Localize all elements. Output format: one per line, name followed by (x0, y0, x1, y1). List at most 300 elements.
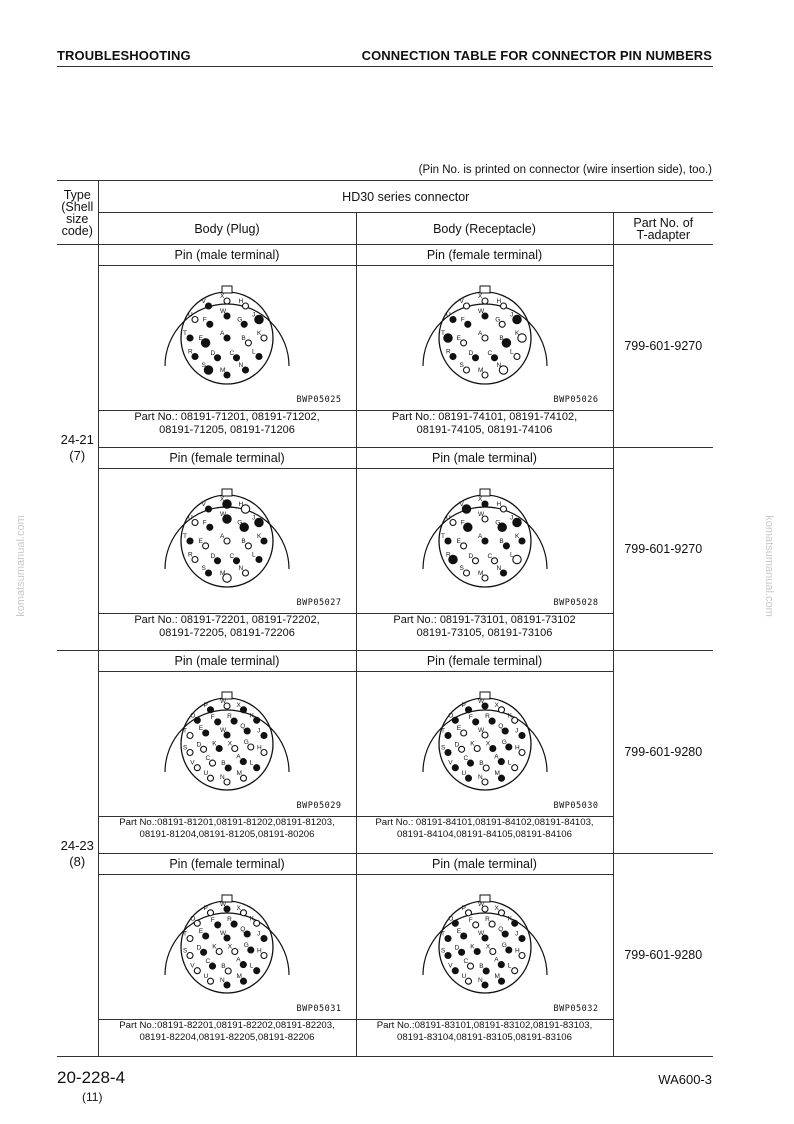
pin-letter: A (493, 753, 499, 761)
plug-part-no (98, 817, 356, 854)
pin-letter: T (440, 330, 445, 337)
pin (465, 775, 471, 781)
pin (450, 354, 456, 360)
pin-letter: T (440, 533, 445, 540)
pin-letter: L (507, 962, 511, 970)
pin-letter: V (190, 759, 195, 767)
pin-letter: A (477, 330, 482, 337)
connector-key (480, 489, 490, 496)
figure-code: BWP05029 (296, 801, 342, 811)
pin (512, 315, 520, 323)
pin (232, 746, 238, 752)
pin-letter: S (201, 362, 206, 369)
pin (500, 303, 506, 309)
pin (512, 555, 520, 563)
pin-letter: X (494, 701, 499, 709)
pin-letter: M (494, 973, 500, 981)
receptacle-pin-label: Pin (female terminal) (356, 245, 613, 266)
pin-letter: X (236, 904, 241, 912)
header-section-title: TROUBLESHOOTING (57, 48, 191, 63)
connector-diagram (127, 266, 327, 404)
part-no-line: Part No.: 08191-84101,08191-84102,08191-84103, (375, 817, 594, 828)
connector-diagram (385, 266, 585, 404)
pin-letter: R (227, 916, 232, 924)
header-line: Part No. of (633, 215, 694, 230)
pin-letter: K (212, 740, 217, 748)
pin (245, 340, 251, 346)
pin-letter: G (501, 942, 507, 949)
pin-label-row (57, 448, 713, 469)
diagram-wrap (357, 672, 613, 816)
diagram-wrap (99, 266, 356, 410)
pin (472, 355, 478, 361)
pin (241, 707, 247, 713)
plug-diagram-cell (98, 875, 356, 1020)
pin-letter: U (461, 770, 466, 778)
tadapter-part-no: 799-601-9280 (613, 854, 713, 1057)
pin-letter: N (496, 565, 501, 572)
header-line: (Shell (61, 199, 94, 214)
pin (241, 910, 247, 916)
pin-letter: W (220, 901, 227, 908)
pin (261, 538, 267, 544)
receptacle-diagram-cell (356, 469, 613, 614)
pin-letter: M (220, 570, 226, 577)
receptacle-pin-label: Pin (male terminal) (356, 854, 613, 875)
pin-letter: V (201, 298, 206, 305)
pin (261, 953, 267, 959)
pin-letter: X (227, 740, 233, 748)
pin (208, 978, 214, 984)
pin-letter: X (485, 943, 490, 951)
pin (201, 949, 207, 955)
connector-diagram (385, 672, 585, 810)
pin-letter: N (220, 977, 225, 984)
pin-letter: P (203, 701, 208, 709)
header-line: code) (61, 223, 93, 238)
part-no-text (357, 614, 613, 650)
pin (460, 730, 466, 736)
pin (519, 733, 525, 739)
diagram-wrap (99, 672, 356, 816)
pin (261, 335, 267, 341)
pin (474, 746, 480, 752)
pin (472, 922, 478, 928)
pin-letter: K (212, 943, 217, 951)
part-no-line: 08191-81204,08191-81205,08191-80206 (139, 829, 315, 840)
pin-letter: H (496, 298, 501, 305)
pin (224, 298, 230, 304)
pin (491, 355, 497, 361)
pin-letter: L (249, 962, 254, 970)
diagram-wrap (99, 469, 356, 613)
pin-letter: E (198, 725, 204, 732)
connector-table (57, 180, 713, 1057)
type-code-line: (8) (69, 853, 86, 869)
pin-letter: S (459, 565, 464, 572)
pin (500, 506, 506, 512)
tadapter-part-no: 799-601-9270 (613, 448, 713, 651)
pin-letter: E (456, 537, 461, 545)
pin (460, 933, 466, 939)
pin-letter: X (236, 701, 241, 709)
receptacle-pin-label: Pin (male terminal) (356, 448, 613, 469)
pin-letter: R (188, 551, 193, 559)
part-no-line: 08191-71205, 08191-71206 (159, 424, 295, 436)
pin-letter: S (459, 362, 464, 369)
pin-letter: E (456, 725, 461, 732)
pin-letter: A (220, 533, 225, 540)
pin (465, 978, 471, 984)
pin (460, 340, 466, 346)
type-code-cell (57, 245, 98, 651)
figure-code: BWP05032 (553, 1004, 599, 1014)
pin (519, 953, 525, 959)
pin (187, 335, 193, 341)
pin-letter: D (210, 552, 216, 560)
pin-letter: J (509, 514, 513, 522)
part-no-line: Part No.: 08191-73101, 08191-73102 (393, 614, 576, 626)
pin (207, 321, 213, 327)
table-header-row (57, 181, 713, 213)
pin-letter: X (477, 496, 482, 503)
pin (512, 518, 520, 526)
pin (452, 765, 458, 771)
pin-letter: M (494, 770, 500, 778)
receptacle-pin-label: Pin (female terminal) (356, 651, 613, 672)
pin (482, 298, 488, 304)
pin (482, 779, 488, 785)
pin-letter: G (243, 739, 249, 746)
pin (482, 501, 488, 507)
pin-letter: D (210, 349, 216, 357)
pin-letter: S (183, 744, 188, 752)
pin-letter: V (447, 962, 453, 970)
pin-number-note: (Pin No. is printed on connector (wire insertion side), too.) (418, 164, 712, 176)
pin (472, 558, 478, 564)
pin-label-row (57, 245, 713, 266)
pin-letter: H (238, 501, 244, 508)
receptacle-part-no (356, 1020, 613, 1057)
header-line: T-adapter (636, 227, 691, 242)
part-no-line: Part No.: 08191-71201, 08191-71202, (134, 411, 320, 423)
pin-letter: E (198, 537, 203, 545)
pin (187, 733, 193, 739)
pin (216, 949, 222, 955)
type-code-line: 24-23 (60, 837, 94, 853)
pin-letter: C (463, 755, 468, 763)
diagram-wrap (357, 266, 613, 410)
pin-letter: X (220, 293, 225, 300)
pin-letter: J (252, 514, 256, 522)
pin (216, 746, 222, 752)
connector-diagram (127, 469, 327, 607)
pin-letter: A (220, 330, 225, 337)
pin-letter: R (188, 348, 193, 356)
pin-letter: V (459, 298, 464, 305)
pin-letter: G (501, 739, 507, 746)
pin (503, 543, 509, 549)
receptacle-part-no (356, 614, 613, 651)
pin (511, 765, 517, 771)
pin (210, 760, 216, 766)
pin-letter: W (220, 308, 227, 315)
part-no-text (99, 411, 356, 447)
pin (483, 765, 489, 771)
part-no-line: 08191-83104,08191-83105,08191-83106 (397, 1032, 572, 1043)
pin (192, 557, 198, 563)
pin-letter: Q (240, 723, 246, 730)
receptacle-part-no (356, 411, 613, 448)
pin-letter: K (249, 712, 255, 720)
pin (519, 538, 525, 544)
pin (511, 920, 517, 926)
pin-letter: C (463, 958, 468, 966)
pin-letter: D (468, 552, 473, 560)
pin (254, 765, 260, 771)
pin-letter: O (190, 712, 196, 720)
pin (474, 949, 480, 955)
pin-letter: M (236, 770, 242, 778)
type-code-line: (7) (69, 447, 86, 463)
pin-letter: X (485, 740, 490, 748)
type-code-line: 24-21 (60, 431, 94, 447)
pin-letter: K (507, 712, 512, 720)
pin (187, 750, 193, 756)
pin-letter: F (468, 713, 473, 721)
pin-letter: J (514, 930, 518, 938)
pin (192, 317, 198, 323)
watermark-right: komatsumanual.com (762, 515, 775, 617)
pin-letter: P (461, 701, 466, 709)
pin (187, 538, 193, 544)
pin-letter: G (494, 519, 500, 527)
pin-letter: T (183, 533, 187, 540)
plug-part-no (98, 614, 356, 651)
pin-letter: L (509, 551, 514, 559)
pin (243, 570, 249, 576)
diagram-wrap (99, 875, 356, 1019)
pin (500, 570, 506, 576)
connector-key (222, 286, 232, 293)
watermark-left: komatsumanual.com (14, 515, 27, 617)
pin-letter: K (249, 915, 255, 923)
pin (207, 524, 213, 530)
pin-letter: L (252, 551, 256, 559)
pin (511, 717, 517, 723)
pin (465, 910, 471, 916)
header-line: Type (63, 187, 91, 202)
header-page-title: CONNECTION TABLE FOR CONNECTOR PIN NUMBERS (361, 48, 712, 63)
pin (224, 779, 230, 785)
pin-letter: M (477, 367, 483, 374)
pin (458, 949, 464, 955)
pin-letter: C (229, 552, 235, 560)
pin (445, 733, 451, 739)
pin-letter: J (257, 930, 261, 938)
part-no-line: 08191-72205, 08191-72206 (159, 627, 295, 639)
pin (232, 949, 238, 955)
pin (261, 936, 267, 942)
pin-letter: D (468, 349, 473, 357)
pin (464, 321, 470, 327)
pin (210, 963, 216, 969)
pin (519, 750, 525, 756)
plug-diagram-cell (98, 469, 356, 614)
pin-letter: D (454, 741, 459, 749)
pin-letter: E (456, 334, 461, 342)
pin-letter: U (203, 973, 209, 981)
type-code-cell (57, 651, 98, 1057)
pin-letter: V (201, 501, 206, 508)
figure-code: BWP05031 (296, 1004, 342, 1014)
pin-letter: R (484, 916, 490, 924)
pin (465, 707, 471, 713)
series-header: HD30 series connector (98, 181, 713, 213)
pin-letter: U (461, 973, 466, 981)
pin (254, 717, 260, 723)
pin-letter: L (249, 759, 254, 767)
pin-letter: F (460, 316, 465, 324)
pin (482, 982, 488, 988)
pin-letter: T (440, 930, 445, 938)
pin (452, 968, 458, 974)
pin-letter: W (477, 727, 484, 734)
pin (187, 936, 193, 942)
pin-letter: D (196, 944, 202, 952)
header-line: size (66, 211, 89, 226)
figure-code: BWP05026 (553, 395, 599, 405)
pin-letter: N (220, 774, 225, 781)
pin-letter: B (221, 760, 226, 767)
plug-pin-label: Pin (female terminal) (98, 448, 356, 469)
pin (215, 719, 221, 725)
part-no-line: Part No.:08191-82201,08191-82202,08191-82203, (119, 1020, 335, 1031)
pin (514, 354, 520, 360)
pin-letter: S (440, 744, 445, 752)
pin (203, 543, 209, 549)
pin-letter: D (454, 944, 459, 952)
pin-letter: Q (240, 926, 246, 933)
pin-letter: N (496, 362, 501, 369)
pin-letter: F (460, 519, 465, 527)
pin (463, 303, 469, 309)
pin-letter: R (445, 551, 451, 559)
pin-letter: N (477, 774, 483, 781)
pin-letter: M (220, 367, 226, 374)
pin-letter: B (478, 963, 484, 970)
pin-letter: E (198, 334, 203, 342)
pin (234, 558, 240, 564)
pin (472, 719, 478, 725)
pin-letter: Q (497, 723, 503, 730)
pin-letter: C (229, 349, 235, 357)
pin (234, 355, 240, 361)
pin (491, 558, 497, 564)
pin-letter: G (243, 942, 249, 949)
pin-letter: W (477, 308, 484, 315)
part-no-line: 08191-84104,08191-84105,08191-84106 (397, 829, 572, 840)
pin-letter: H (496, 501, 501, 508)
part-no-text (99, 817, 356, 853)
pin-letter: S (201, 565, 206, 572)
pin-letter: R (445, 348, 451, 356)
part-no-line: Part No.:08191-81201,08191-81202,08191-81203, (119, 817, 335, 828)
pin (498, 910, 504, 916)
plug-pin-label: Pin (female terminal) (98, 854, 356, 875)
part-no-line: 08191-74105, 08191-74106 (416, 424, 553, 436)
pin-letter: N (477, 977, 483, 984)
diagram-wrap (357, 469, 613, 613)
pin (463, 367, 469, 373)
pin-letter: W (477, 511, 484, 518)
pin (483, 968, 489, 974)
pin-letter: B (498, 334, 504, 342)
pin (460, 543, 466, 549)
receptacle-diagram-cell (356, 672, 613, 817)
pin-letter: V (190, 962, 195, 970)
part-no-text (99, 1020, 356, 1056)
pin-letter: J (252, 311, 256, 319)
pin-letter: C (205, 755, 211, 763)
pin (256, 557, 262, 563)
pin (256, 354, 262, 360)
pin (482, 538, 488, 544)
pin-letter: H (238, 298, 244, 305)
table-subheader-row (57, 213, 713, 245)
pin (206, 506, 212, 512)
pin (224, 335, 230, 341)
plug-diagram-cell (98, 266, 356, 411)
pin-letter: K (257, 533, 262, 540)
pin (445, 750, 451, 756)
pin-letter: B (221, 963, 226, 970)
pin-letter: X (477, 293, 482, 300)
pin-letter: T (183, 930, 187, 938)
pin (467, 760, 473, 766)
part-no-text (99, 614, 356, 650)
pin-letter: U (188, 311, 193, 319)
pin-letter: D (196, 741, 202, 749)
pin-letter: M (236, 973, 242, 981)
pin (194, 968, 200, 974)
pin-letter: N (238, 565, 244, 572)
plug-diagram-cell (98, 672, 356, 817)
pin-letter: V (459, 501, 464, 508)
pin (450, 317, 456, 323)
pin (215, 355, 221, 361)
pin-letter: A (236, 956, 241, 964)
pin (194, 765, 200, 771)
pin (445, 953, 451, 959)
pin (192, 520, 198, 526)
pin (203, 933, 209, 939)
receptacle-header: Body (Receptacle) (356, 213, 613, 245)
pin-letter: W (220, 511, 227, 518)
pin (255, 518, 263, 526)
pin (489, 746, 495, 752)
connector-diagram (127, 875, 327, 1013)
pin (467, 963, 473, 969)
pin (224, 538, 230, 544)
pin (511, 968, 517, 974)
pin-letter: A (477, 533, 482, 540)
pin-letter: T (183, 727, 187, 735)
pin (231, 921, 237, 927)
pin-letter: R (227, 713, 232, 721)
pin-letter: G (237, 316, 243, 324)
pin-letter: A (493, 956, 499, 964)
